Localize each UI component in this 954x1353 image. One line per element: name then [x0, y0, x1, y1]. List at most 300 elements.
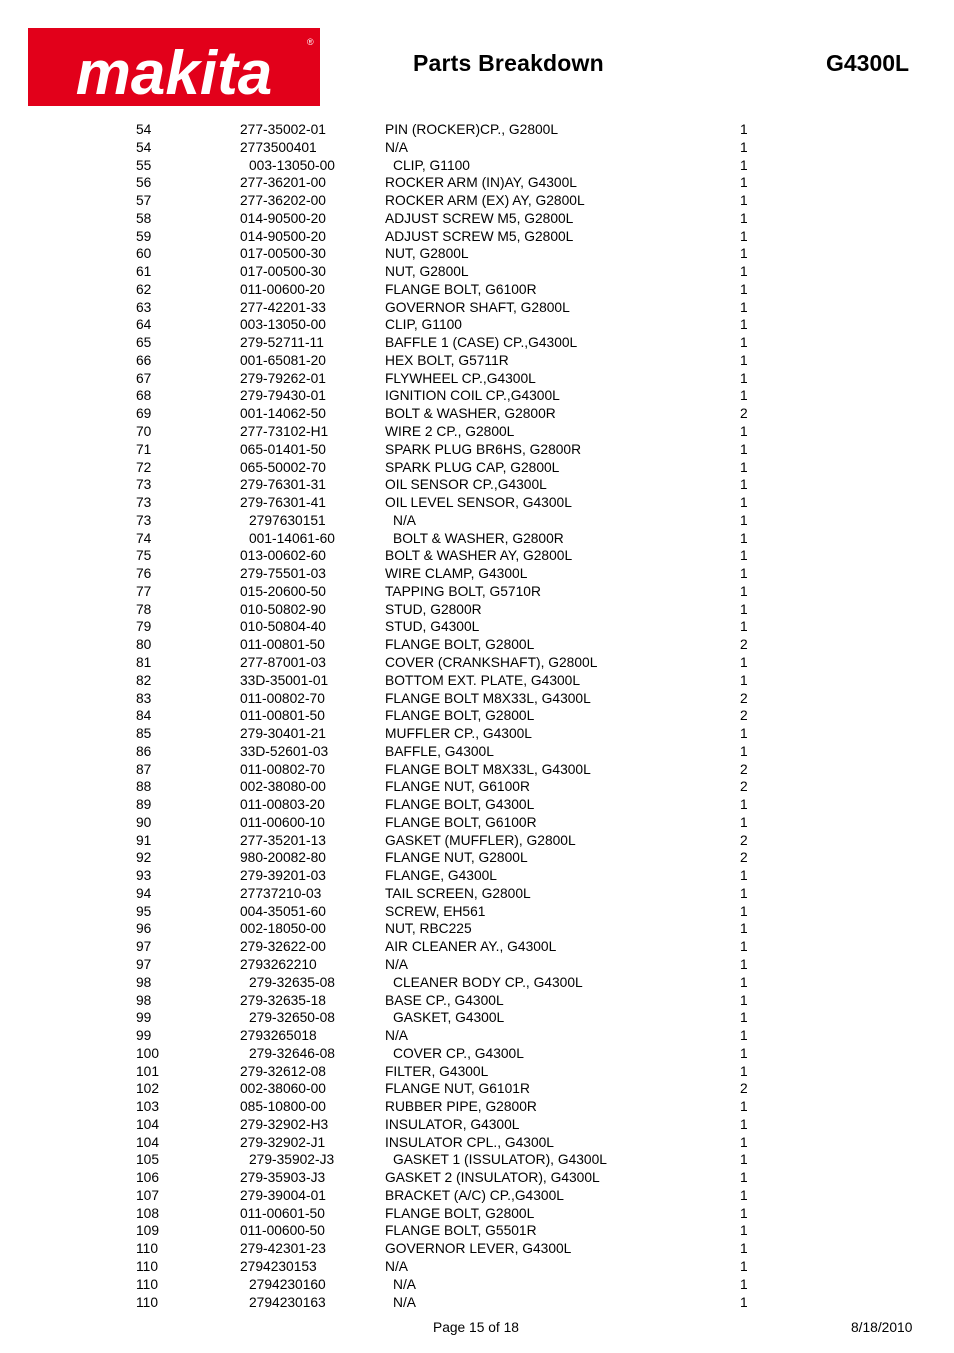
quantity: 1	[740, 903, 748, 919]
part-description: FLANGE BOLT, G6100R	[385, 814, 537, 830]
part-number: 279-42301-23	[240, 1241, 326, 1257]
quantity: 1	[740, 885, 748, 901]
ref-number: 99	[136, 1010, 152, 1026]
part-description: BOLT & WASHER AY, G2800L	[385, 548, 573, 564]
quantity: 1	[740, 299, 748, 315]
ref-number: 78	[136, 601, 152, 617]
ref-number: 64	[136, 317, 152, 333]
ref-number: 75	[136, 548, 152, 564]
part-number: 279-32646-08	[249, 1045, 335, 1061]
quantity: 1	[740, 1152, 748, 1168]
ref-number: 59	[136, 228, 152, 244]
part-description: BASE CP., G4300L	[385, 992, 504, 1008]
ref-number: 92	[136, 850, 152, 866]
part-description: SPARK PLUG CAP, G2800L	[385, 459, 560, 475]
part-description: OIL LEVEL SENSOR, G4300L	[385, 495, 572, 511]
ref-number: 83	[136, 690, 152, 706]
quantity: 1	[740, 1223, 748, 1239]
part-description: NUT, G2800L	[385, 246, 469, 262]
ref-number: 68	[136, 388, 152, 404]
part-number: 001-14061-60	[249, 530, 335, 546]
ref-number: 90	[136, 814, 152, 830]
part-number: 279-32612-08	[240, 1063, 326, 1079]
part-description: FLYWHEEL CP.,G4300L	[385, 370, 536, 386]
part-number: 011-00802-70	[240, 761, 325, 777]
table-row	[0, 441, 954, 459]
quantity: 1	[740, 566, 748, 582]
ref-number: 94	[136, 885, 152, 901]
quantity: 1	[740, 619, 748, 635]
table-row	[0, 992, 954, 1010]
quantity: 1	[740, 1134, 748, 1150]
ref-number: 61	[136, 264, 152, 280]
ref-number: 56	[136, 175, 152, 191]
part-number: 011-00802-70	[240, 690, 325, 706]
quantity: 1	[740, 317, 748, 333]
quantity: 2	[740, 761, 748, 777]
part-description: NUT, RBC225	[385, 921, 472, 937]
part-number: 011-00601-50	[240, 1205, 325, 1221]
part-description: N/A	[393, 1276, 416, 1292]
ref-number: 70	[136, 424, 152, 440]
ref-number: 86	[136, 743, 152, 759]
table-row	[0, 832, 954, 850]
quantity: 1	[740, 441, 748, 457]
page-number: Page 15 of 18	[433, 1320, 519, 1335]
part-number: 014-90500-20	[240, 210, 326, 226]
quantity: 1	[740, 814, 748, 830]
part-number: 279-30401-21	[240, 726, 326, 742]
quantity: 1	[740, 1259, 748, 1274]
table-row	[0, 174, 954, 192]
quantity: 2	[740, 708, 748, 724]
part-number: 065-50002-70	[240, 459, 326, 475]
part-number: 279-32902-J1	[240, 1134, 326, 1150]
quantity: 1	[740, 1063, 748, 1079]
table-row	[0, 636, 954, 654]
part-description: N/A	[385, 139, 408, 155]
part-number: 011-00803-20	[240, 797, 325, 813]
part-description: CLEANER BODY CP., G4300L	[393, 974, 583, 990]
part-number: 002-38080-00	[240, 779, 326, 795]
quantity: 1	[740, 370, 748, 386]
ref-number: 96	[136, 921, 152, 937]
part-description: CLIP, G1100	[385, 317, 462, 333]
table-row	[0, 494, 954, 512]
quantity: 1	[740, 388, 748, 404]
part-description: STUD, G2800R	[385, 601, 482, 617]
part-description: SPARK PLUG BR6HS, G2800R	[385, 441, 582, 457]
part-number: 014-90500-20	[240, 228, 326, 244]
print-date: 8/18/2010	[851, 1320, 913, 1335]
part-number: 279-79262-01	[240, 370, 326, 386]
ref-number: 88	[136, 779, 152, 795]
part-number: 001-65081-20	[240, 352, 326, 368]
part-description: TAIL SCREEN, G2800L	[385, 885, 531, 901]
ref-number: 98	[136, 974, 152, 990]
ref-number: 102	[136, 1081, 160, 1097]
part-description: GASKET, G4300L	[393, 1010, 505, 1026]
ref-number: 97	[136, 939, 152, 955]
svg-text:®: ®	[307, 37, 314, 47]
part-description: FLANGE BOLT M8X33L, G4300L	[385, 690, 591, 706]
part-number: 002-38060-00	[240, 1081, 326, 1097]
part-description: BOTTOM EXT. PLATE, G4300L	[385, 672, 581, 688]
table-row	[0, 938, 954, 956]
part-number: 277-35002-01	[240, 122, 326, 137]
part-description: N/A	[385, 956, 408, 972]
table-row	[0, 476, 954, 494]
table-row	[0, 192, 954, 210]
table-row	[0, 157, 954, 175]
ref-number: 110	[136, 1241, 158, 1257]
ref-number: 72	[136, 459, 152, 475]
ref-number: 104	[136, 1134, 160, 1150]
part-description: SCREW, EH561	[385, 903, 486, 919]
quantity: 1	[740, 477, 748, 493]
part-description: FILTER, G4300L	[385, 1063, 489, 1079]
part-number: 013-00602-60	[240, 548, 326, 564]
part-number: 279-32635-08	[249, 974, 335, 990]
quantity: 1	[740, 921, 748, 937]
quantity: 1	[740, 1045, 748, 1061]
table-row	[0, 547, 954, 565]
table-row	[0, 1258, 954, 1276]
part-number: 2773500401	[240, 139, 317, 155]
table-row	[0, 654, 954, 672]
part-number: 2797630151	[249, 512, 326, 528]
table-row	[0, 761, 954, 779]
quantity: 1	[740, 139, 748, 155]
ref-number: 54	[136, 122, 152, 137]
quantity: 1	[740, 1028, 748, 1044]
table-row	[0, 1045, 954, 1063]
part-description: BRACKET (A/C) CP.,G4300L	[385, 1187, 564, 1203]
part-number: 277-73102-H1	[240, 424, 329, 440]
part-description: PIN (ROCKER)CP., G2800L	[385, 122, 559, 137]
part-description: INSULATOR CPL., G4300L	[385, 1134, 554, 1150]
table-row	[0, 920, 954, 938]
part-description: N/A	[393, 1294, 416, 1310]
quantity: 1	[740, 743, 748, 759]
quantity: 1	[740, 1170, 748, 1186]
table-row	[0, 849, 954, 867]
table-row	[0, 459, 954, 477]
ref-number: 85	[136, 726, 152, 742]
quantity: 1	[740, 281, 748, 297]
model-number: G4300L	[826, 50, 910, 76]
table-row	[0, 316, 954, 334]
part-description: FLANGE BOLT M8X33L, G4300L	[385, 761, 591, 777]
makita-logo-mark	[28, 28, 320, 106]
part-number: 277-36202-00	[240, 193, 326, 209]
part-number: 279-32635-18	[240, 992, 326, 1008]
quantity: 1	[740, 1010, 748, 1026]
table-row	[0, 672, 954, 690]
ref-number: 101	[136, 1063, 160, 1079]
ref-number: 76	[136, 566, 152, 582]
part-number: 279-76301-41	[240, 495, 326, 511]
ref-number: 108	[136, 1205, 160, 1221]
quantity: 1	[740, 193, 748, 209]
part-description: ROCKER ARM (IN)AY, G4300L	[385, 175, 577, 191]
part-description: N/A	[385, 1028, 408, 1044]
part-description: WIRE CLAMP, G4300L	[385, 566, 528, 582]
part-description: N/A	[393, 512, 416, 528]
part-description: FLANGE NUT, G2800L	[385, 850, 528, 866]
quantity: 1	[740, 352, 748, 368]
quantity: 1	[740, 654, 748, 670]
part-number: 2793262210	[240, 956, 317, 972]
part-description: AIR CLEANER AY., G4300L	[385, 939, 557, 955]
part-description: HEX BOLT, G5711R	[385, 352, 509, 368]
ref-number: 103	[136, 1099, 160, 1115]
ref-number: 79	[136, 619, 152, 635]
makita-logo	[28, 28, 320, 106]
quantity: 1	[740, 1116, 748, 1132]
part-description: FLANGE BOLT, G2800L	[385, 637, 535, 653]
ref-number: 110	[136, 1259, 158, 1274]
quantity: 1	[740, 157, 748, 173]
ref-number: 110	[136, 1294, 158, 1310]
part-number: 2793265018	[240, 1028, 317, 1044]
ref-number: 89	[136, 797, 152, 813]
table-row	[0, 743, 954, 761]
part-number: 279-35902-J3	[249, 1152, 335, 1168]
table-row	[0, 405, 954, 423]
table-row	[0, 778, 954, 796]
quantity: 1	[740, 495, 748, 511]
part-description: FLANGE NUT, G6100R	[385, 779, 530, 795]
ref-number: 55	[136, 157, 152, 173]
ref-number: 95	[136, 903, 152, 919]
part-number: 279-39201-03	[240, 868, 326, 884]
part-number: 010-50804-40	[240, 619, 326, 635]
quantity: 1	[740, 992, 748, 1008]
part-description: ADJUST SCREW M5, G2800L	[385, 210, 574, 226]
part-number: 001-14062-50	[240, 406, 326, 422]
table-row	[0, 583, 954, 601]
ref-number: 69	[136, 406, 152, 422]
part-number: 015-20600-50	[240, 583, 326, 599]
ref-number: 73	[136, 512, 152, 528]
part-number: 279-32902-H3	[240, 1116, 329, 1132]
quantity: 1	[740, 264, 748, 280]
part-number: 27737210-03	[240, 885, 322, 901]
part-number: 33D-52601-03	[240, 743, 329, 759]
ref-number: 60	[136, 246, 152, 262]
ref-number: 71	[136, 441, 152, 457]
part-number: 279-79430-01	[240, 388, 326, 404]
table-row	[0, 245, 954, 263]
ref-number: 81	[136, 654, 152, 670]
quantity: 1	[740, 424, 748, 440]
quantity: 1	[740, 228, 748, 244]
table-row	[0, 139, 954, 157]
part-description: COVER (CRANKSHAFT), G2800L	[385, 654, 598, 670]
table-row	[0, 725, 954, 743]
table-row	[0, 1080, 954, 1098]
table-row	[0, 387, 954, 405]
part-description: WIRE 2 CP., G2800L	[385, 424, 515, 440]
part-number: 011-00801-50	[240, 637, 325, 653]
ref-number: 110	[136, 1276, 158, 1292]
part-number: 2794230160	[249, 1276, 326, 1292]
table-row	[0, 228, 954, 246]
ref-number: 80	[136, 637, 152, 653]
part-number: 2794230163	[249, 1294, 326, 1310]
part-number: 277-87001-03	[240, 654, 326, 670]
table-row	[0, 1169, 954, 1187]
ref-number: 99	[136, 1028, 152, 1044]
quantity: 1	[740, 974, 748, 990]
part-description: IGNITION COIL CP.,G4300L	[385, 388, 560, 404]
page-title: Parts Breakdown	[413, 50, 604, 76]
quantity: 2	[740, 832, 748, 848]
part-number: 011-00600-10	[240, 814, 325, 830]
table-row	[0, 1151, 954, 1169]
part-number: 980-20082-80	[240, 850, 326, 866]
part-number: 279-52711-11	[240, 335, 324, 351]
quantity: 1	[740, 583, 748, 599]
part-number: 011-00600-20	[240, 281, 325, 297]
ref-number: 58	[136, 210, 152, 226]
part-number: 085-10800-00	[240, 1099, 326, 1115]
part-description: INSULATOR, G4300L	[385, 1116, 520, 1132]
table-row	[0, 352, 954, 370]
ref-number: 91	[136, 832, 152, 848]
part-description: CLIP, G1100	[393, 157, 470, 173]
part-description: FLANGE NUT, G6101R	[385, 1081, 530, 1097]
quantity: 1	[740, 672, 748, 688]
ref-number: 105	[136, 1152, 160, 1168]
quantity: 1	[740, 335, 748, 351]
ref-number: 67	[136, 370, 152, 386]
quantity: 2	[740, 637, 748, 653]
table-row	[0, 370, 954, 388]
part-description: BAFFLE 1 (CASE) CP.,G4300L	[385, 335, 578, 351]
part-number: 065-01401-50	[240, 441, 326, 457]
part-number: 2794230153	[240, 1259, 317, 1274]
quantity: 1	[740, 122, 748, 137]
part-number: 277-36201-00	[240, 175, 326, 191]
table-row	[0, 299, 954, 317]
quantity: 2	[740, 406, 748, 422]
table-row	[0, 210, 954, 228]
table-row	[0, 263, 954, 281]
ref-number: 82	[136, 672, 152, 688]
ref-number: 73	[136, 495, 152, 511]
table-row	[0, 512, 954, 530]
quantity: 2	[740, 850, 748, 866]
makita-logo-text: makita	[75, 39, 273, 106]
quantity: 2	[740, 690, 748, 706]
table-row	[0, 885, 954, 903]
part-description: FLANGE BOLT, G6100R	[385, 281, 537, 297]
quantity: 1	[740, 512, 748, 528]
parts-list	[0, 121, 954, 1311]
part-description: FLANGE BOLT, G4300L	[385, 797, 535, 813]
ref-number: 65	[136, 335, 152, 351]
table-row	[0, 1009, 954, 1027]
ref-number: 106	[136, 1170, 160, 1186]
ref-number: 62	[136, 281, 152, 297]
part-description: NUT, G2800L	[385, 264, 469, 280]
table-row	[0, 974, 954, 992]
table-row	[0, 796, 954, 814]
part-description: FLANGE BOLT, G2800L	[385, 1205, 535, 1221]
part-description: MUFFLER CP., G4300L	[385, 726, 532, 742]
quantity: 2	[740, 1081, 748, 1097]
quantity: 1	[740, 1205, 748, 1221]
table-row	[0, 690, 954, 708]
quantity: 1	[740, 726, 748, 742]
part-description: GASKET 1 (ISSULATOR), G4300L	[393, 1152, 607, 1168]
ref-number: 109	[136, 1223, 160, 1239]
table-row	[0, 601, 954, 619]
part-number: 003-13050-00	[240, 317, 326, 333]
part-number: 003-13050-00	[249, 157, 335, 173]
table-row	[0, 1063, 954, 1081]
part-number: 277-35201-13	[240, 832, 326, 848]
table-row	[0, 1294, 954, 1312]
part-number: 002-18050-00	[240, 921, 326, 937]
table-row	[0, 1134, 954, 1152]
ref-number: 66	[136, 352, 152, 368]
part-description: N/A	[385, 1259, 408, 1274]
quantity: 1	[740, 1294, 748, 1310]
ref-number: 73	[136, 477, 152, 493]
quantity: 1	[740, 956, 748, 972]
table-row	[0, 530, 954, 548]
quantity: 1	[740, 797, 748, 813]
quantity: 1	[740, 459, 748, 475]
quantity: 1	[740, 548, 748, 564]
ref-number: 57	[136, 193, 152, 209]
quantity: 1	[740, 939, 748, 955]
quantity: 1	[740, 530, 748, 546]
table-row	[0, 1116, 954, 1134]
part-number: 279-32650-08	[249, 1010, 335, 1026]
table-row	[0, 1276, 954, 1294]
part-description: ADJUST SCREW M5, G2800L	[385, 228, 574, 244]
part-description: FLANGE BOLT, G2800L	[385, 708, 535, 724]
table-row	[0, 334, 954, 352]
ref-number: 97	[136, 956, 152, 972]
part-number: 33D-35001-01	[240, 672, 329, 688]
table-row	[0, 565, 954, 583]
table-row	[0, 281, 954, 299]
part-number: 017-00500-30	[240, 246, 326, 262]
part-number: 011-00801-50	[240, 708, 325, 724]
part-description: GOVERNOR SHAFT, G2800L	[385, 299, 570, 315]
ref-number: 74	[136, 530, 152, 546]
quantity: 1	[740, 601, 748, 617]
part-description: FLANGE BOLT, G5501R	[385, 1223, 537, 1239]
quantity: 1	[740, 868, 748, 884]
table-row	[0, 1222, 954, 1240]
ref-number: 93	[136, 868, 152, 884]
part-description: FLANGE, G4300L	[385, 868, 497, 884]
quantity: 1	[740, 1099, 748, 1115]
table-row	[0, 707, 954, 725]
part-number: 279-39004-01	[240, 1187, 326, 1203]
quantity: 1	[740, 1187, 748, 1203]
part-description: RUBBER PIPE, G2800R	[385, 1099, 537, 1115]
part-description: TAPPING BOLT, G5710R	[385, 583, 541, 599]
part-description: COVER CP., G4300L	[393, 1045, 524, 1061]
part-number: 010-50802-90	[240, 601, 326, 617]
